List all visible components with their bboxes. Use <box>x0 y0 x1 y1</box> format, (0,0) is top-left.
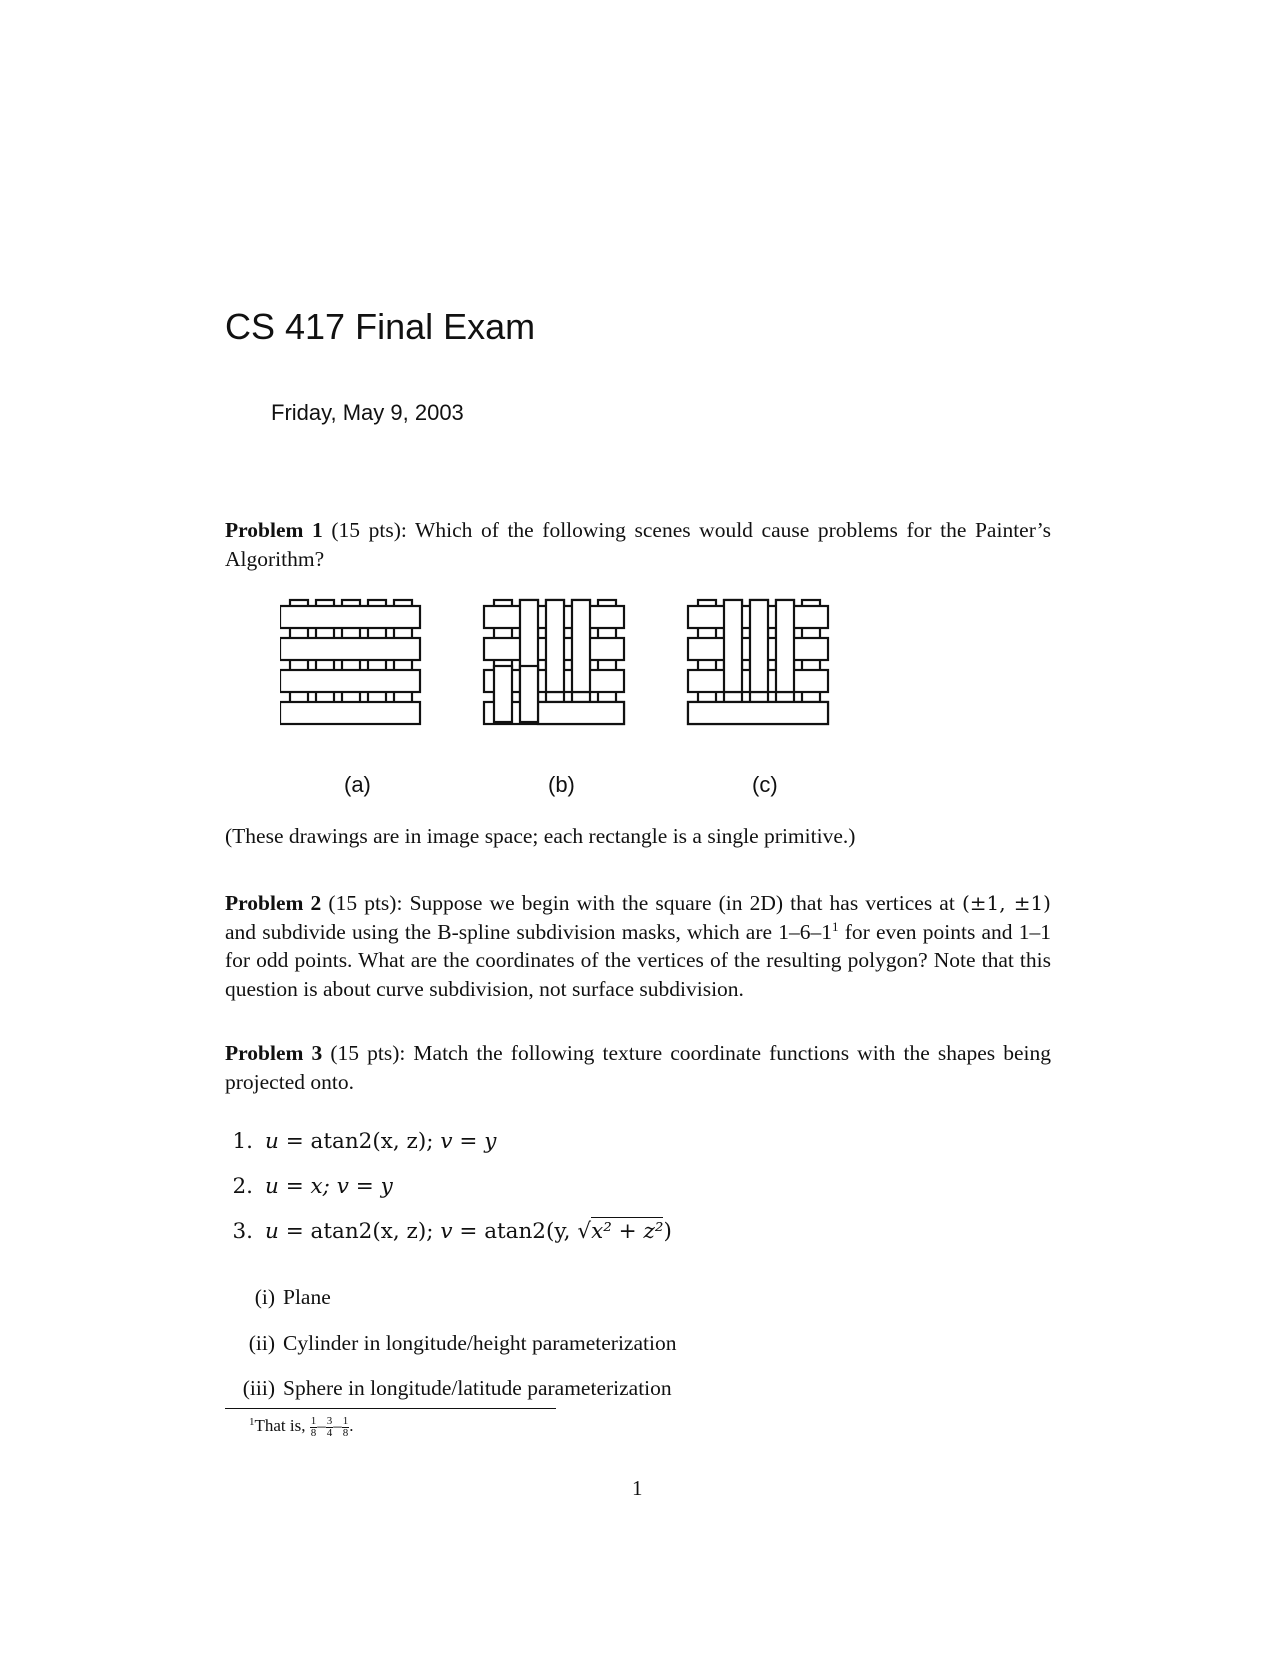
problem-3 <box>225 1039 1051 1096</box>
horizontal-strip <box>280 670 420 692</box>
fraction-numerator: 1 <box>342 1414 349 1427</box>
vertical-strip-over <box>776 600 794 692</box>
shape-item-2 <box>225 1329 676 1357</box>
fraction-dash: – <box>317 1416 326 1435</box>
v-variable: v <box>336 1174 349 1199</box>
vertical-strip-over <box>572 600 590 692</box>
problem-1 <box>225 516 1051 573</box>
u-variable: u <box>265 1129 279 1154</box>
vertical-strip-over <box>546 600 564 692</box>
sqrt-argument: x² + z² <box>591 1219 664 1244</box>
figure-label-b: (b) <box>548 772 575 797</box>
horizontal-strip <box>280 702 420 724</box>
sqrt-symbol: √ <box>577 1219 592 1244</box>
shape-label: Cylinder in longitude/height parameterization <box>283 1331 677 1355</box>
vertical-strip-over <box>724 600 742 692</box>
shape-label: Sphere in longitude/latitude parameterization <box>283 1376 672 1400</box>
footnote-divider <box>225 1408 556 1409</box>
shape-number: (ii) <box>248 1331 275 1355</box>
footnote-mark: 1 <box>249 1416 255 1428</box>
v-expression: y <box>484 1129 497 1154</box>
fraction-dash: – <box>333 1416 342 1435</box>
exam-date: Friday, May 9, 2003 <box>271 400 464 425</box>
footnote-text: That is, <box>254 1416 306 1435</box>
problem-1-points: (15 pts): <box>331 518 407 542</box>
figure-label-c: (c) <box>752 772 778 797</box>
v-expression-start: atan2(y, <box>484 1219 571 1244</box>
problem-2-label: Problem 2 <box>225 891 322 915</box>
horizontal-strip-over <box>538 702 624 724</box>
problem-1-text: Which of the following scenes would cause problems for the Painter’s Algorithm? <box>225 518 1052 571</box>
page-number: 1 <box>632 1476 643 1500</box>
scene-b-diagram <box>484 600 624 724</box>
problem-2-text-a: Suppose we begin with the square (in 2D) that has vertices at <box>409 891 955 915</box>
problem-3-points: (15 pts): <box>330 1041 406 1065</box>
fraction-numerator: 1 <box>310 1414 317 1427</box>
horizontal-strip <box>280 606 420 628</box>
problem-2-points: (15 pts): <box>328 891 403 915</box>
problem-2-vertices: (±1, ±1) <box>961 891 1051 915</box>
function-item-2: 2. u = x; v = y <box>223 1173 393 1201</box>
v-variable: v <box>440 1129 453 1154</box>
scene-c-diagram <box>688 600 828 724</box>
shape-number: (iii) <box>242 1376 275 1400</box>
shape-number: (i) <box>254 1285 275 1309</box>
function-number: 1. <box>232 1129 253 1154</box>
shape-item-1 <box>225 1283 331 1311</box>
fraction-denominator: 4 <box>326 1426 333 1439</box>
problem-3-label: Problem 3 <box>225 1041 323 1065</box>
problem-2-text-c: for even points and 1–1 for odd points. What are the coordinates of the vertices of the resulting polygon? Note that this question is about curve subdivision, not surface subdivision. <box>225 919 1051 1001</box>
problem-1-note: (These drawings are in image space; each rectangle is a single primitive.) <box>225 824 856 848</box>
fraction-denominator: 8 <box>310 1426 317 1439</box>
vertical-strip-over <box>750 600 768 692</box>
problem-2-text-b: and subdivide using the B-spline subdivision masks, which are 1–6–1 <box>225 919 832 944</box>
scene-a-diagram <box>280 600 420 724</box>
page-title: CS 417 Final Exam <box>225 306 536 347</box>
vertical-strip-over <box>494 666 512 722</box>
v-variable: v <box>440 1219 453 1244</box>
u-expression: atan2(x, z); <box>310 1219 434 1244</box>
u-variable: u <box>265 1219 279 1244</box>
horizontal-strip-over <box>688 702 828 724</box>
u-variable: u <box>265 1174 279 1199</box>
u-expression: x; <box>310 1174 330 1199</box>
footnote-period: . <box>349 1416 354 1435</box>
v-expression-end: ) <box>663 1219 672 1244</box>
function-item-1: 1. u = atan2(x, z); v = y <box>223 1128 496 1156</box>
function-number: 3. <box>232 1219 253 1244</box>
problem-2 <box>225 889 1051 1003</box>
shape-label: Plane <box>283 1285 331 1309</box>
fraction-denominator: 8 <box>342 1426 349 1439</box>
fraction-numerator: 3 <box>326 1414 333 1427</box>
painters-algorithm-figure <box>280 596 860 726</box>
footnote-ref: 1 <box>831 918 839 934</box>
shape-item-3 <box>225 1374 672 1402</box>
v-expression: y <box>380 1174 393 1199</box>
horizontal-strip <box>280 638 420 660</box>
figure-label-a: (a) <box>344 772 371 797</box>
problem-1-label: Problem 1 <box>225 518 323 542</box>
u-expression: atan2(x, z); <box>310 1129 434 1154</box>
problem-3-text: Match the following texture coordinate functions with the shapes being projected onto. <box>225 1041 1052 1094</box>
function-item-3: 3. u = atan2(x, z); v = atan2(y, √x² + z²) <box>223 1218 672 1246</box>
function-number: 2. <box>232 1174 253 1199</box>
footnote <box>249 1415 354 1439</box>
vertical-strip-over <box>520 666 538 722</box>
